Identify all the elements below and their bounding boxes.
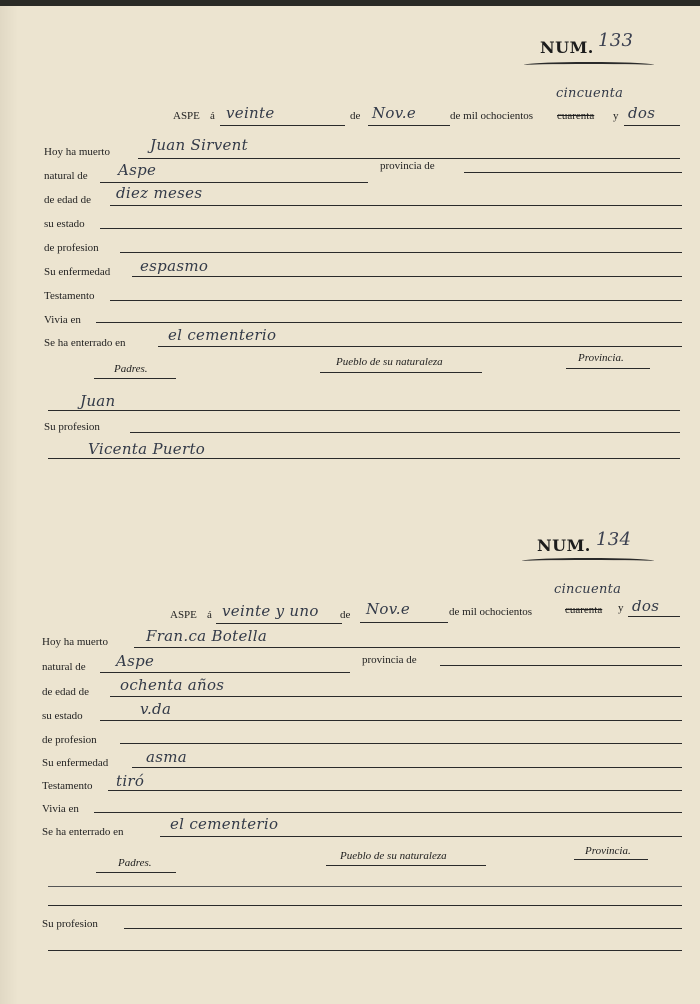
- record-number: 134: [596, 529, 632, 550]
- enfermedad-label: Su enfermedad: [44, 266, 111, 278]
- month-line: [360, 622, 448, 623]
- y-label: y: [618, 602, 624, 614]
- year-unit-value: dos: [628, 104, 656, 122]
- place-label: ASPE: [170, 609, 197, 621]
- profesion-label: de profesion: [44, 242, 99, 254]
- de-label: de: [350, 110, 361, 122]
- record-number-label: NUM.: [540, 38, 594, 57]
- provincia-header: Provincia.: [578, 352, 624, 364]
- pueblo-header-line: [326, 865, 486, 866]
- month-value: Nov.e: [366, 600, 410, 618]
- testamento-line: [110, 300, 682, 301]
- estado-label: su estado: [44, 218, 85, 230]
- de-mil-label: de mil ochocientos: [450, 110, 534, 122]
- vivia-line: [96, 322, 682, 323]
- edad-value: ochenta años: [120, 676, 225, 694]
- day-value: veinte y uno: [222, 602, 319, 620]
- edad-label: de edad de: [42, 686, 90, 698]
- testamento-line: [108, 790, 682, 791]
- deceased-name: Juan Sirvent: [150, 136, 248, 154]
- month-line: [368, 125, 450, 126]
- padres-header-line: [94, 378, 176, 379]
- profesion-label: de profesion: [42, 734, 97, 746]
- natural-value: Aspe: [116, 652, 155, 670]
- deceased-line: [134, 647, 680, 648]
- enfermedad-value: espasmo: [140, 257, 209, 275]
- edad-line: [110, 696, 682, 697]
- estado-line: [100, 720, 682, 721]
- day-line: [220, 125, 345, 126]
- padres-header: Padres.: [114, 363, 148, 375]
- provincia-header-line: [574, 859, 648, 860]
- padres-line-3: [48, 950, 682, 951]
- edad-value: diez meses: [116, 184, 203, 202]
- number-underline: [524, 62, 654, 68]
- hoy-label: Hoy ha muerto: [44, 146, 110, 158]
- enfermedad-label: Su enfermedad: [42, 757, 109, 769]
- day-value: veinte: [226, 104, 275, 122]
- edad-line: [110, 205, 682, 206]
- de-mil-label: de mil ochocientos: [449, 606, 533, 618]
- natural-label: natural de: [42, 661, 86, 673]
- testamento-label: Testamento: [44, 290, 95, 302]
- enterrado-value: el cementerio: [170, 815, 279, 833]
- enfermedad-value: asma: [146, 748, 188, 766]
- cuarenta-struck: cuarenta: [565, 604, 603, 616]
- estado-value: v.da: [140, 700, 172, 718]
- y-label: y: [613, 110, 619, 122]
- day-line: [216, 623, 342, 624]
- provincia-header-line: [566, 368, 650, 369]
- su-profesion-label: Su profesion: [44, 421, 100, 433]
- pueblo-header: Pueblo de su naturaleza: [340, 850, 447, 862]
- padre-name: Juan: [80, 392, 116, 410]
- hoy-label: Hoy ha muerto: [42, 636, 108, 648]
- enterrado-line: [158, 346, 682, 347]
- estado-line: [100, 228, 682, 229]
- provincia-line: [440, 665, 682, 666]
- natural-line: [100, 672, 350, 673]
- a-label: á: [210, 110, 215, 122]
- page-edge-shadow: [0, 0, 700, 6]
- edad-label: de edad de: [44, 194, 92, 206]
- padres-line-2: [48, 905, 682, 906]
- su-profesion-label: Su profesion: [42, 918, 98, 930]
- pueblo-header-line: [320, 372, 482, 373]
- year-line: [628, 616, 680, 617]
- enterrado-line: [160, 836, 682, 837]
- year-line: [624, 125, 680, 126]
- estado-label: su estado: [42, 710, 83, 722]
- padres-line-2: [48, 458, 680, 459]
- de-label: de: [340, 609, 351, 621]
- natural-label: natural de: [44, 170, 88, 182]
- a-label: á: [207, 609, 212, 621]
- provincia-label: provincia de: [380, 160, 435, 172]
- month-value: Nov.e: [372, 104, 416, 122]
- natural-value: Aspe: [118, 161, 157, 179]
- enterrado-label: Se ha enterrado en: [42, 826, 124, 838]
- cuarenta-struck: cuarenta: [557, 110, 595, 122]
- testamento-value: tiró: [116, 772, 145, 790]
- provincia-header: Provincia.: [585, 845, 631, 857]
- provincia-label: provincia de: [362, 654, 417, 666]
- enterrado-label: Se ha enterrado en: [44, 337, 126, 349]
- enterrado-value: el cementerio: [168, 326, 277, 344]
- padres-line-1: [48, 886, 682, 887]
- su-profesion-line: [124, 928, 682, 929]
- cincuenta-correction: cincuenta: [554, 582, 622, 597]
- su-profesion-line: [130, 432, 680, 433]
- deceased-name: Fran.ca Botella: [146, 627, 268, 645]
- year-unit-value: dos: [632, 597, 660, 615]
- profesion-line: [120, 743, 682, 744]
- vivia-label: Vivia en: [42, 803, 79, 815]
- enfermedad-line: [132, 767, 682, 768]
- padres-line-1: [48, 410, 680, 411]
- padres-header: Padres.: [118, 857, 152, 869]
- record-number-label: NUM.: [537, 536, 591, 555]
- pueblo-header: Pueblo de su naturaleza: [336, 356, 443, 368]
- vivia-label: Vivia en: [44, 314, 81, 326]
- profesion-line: [120, 252, 682, 253]
- enfermedad-line: [132, 276, 682, 277]
- vivia-line: [94, 812, 682, 813]
- deceased-line: [138, 158, 680, 159]
- padres-header-line: [96, 872, 176, 873]
- record-number: 133: [598, 30, 634, 51]
- number-underline: [522, 558, 654, 564]
- madre-name: Vicenta Puerto: [88, 440, 206, 458]
- place-label: ASPE: [173, 110, 200, 122]
- cincuenta-correction: cincuenta: [556, 86, 624, 101]
- testamento-label: Testamento: [42, 780, 93, 792]
- provincia-line: [464, 172, 682, 173]
- natural-line: [100, 182, 368, 183]
